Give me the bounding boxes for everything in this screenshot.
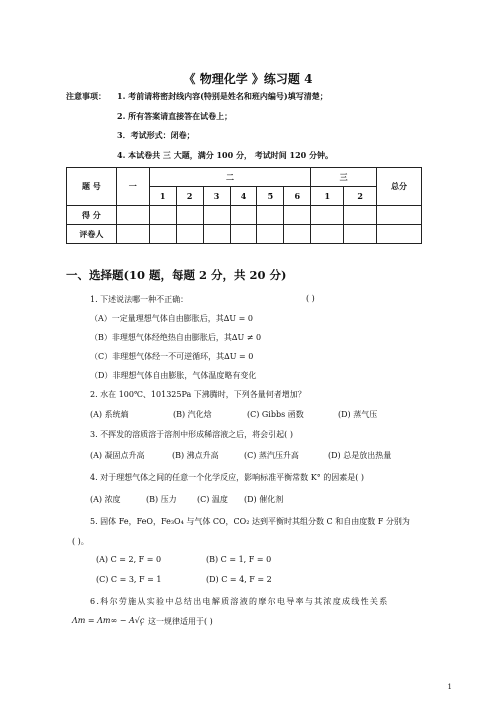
question-stem: 1. 下述说法哪一种不正确： (90, 295, 189, 304)
notice-item: 1. 考前请将密封线内容(特别是姓名和班内编号)填写清楚； (117, 91, 328, 101)
notice-item: 4. 本试卷共 三 大题，满分 100 分， 考试时间 120 分钟。 (117, 150, 334, 160)
option: (A) C = 2, F = 0 (96, 555, 162, 564)
option: (D) 催化剂 (244, 495, 284, 504)
section-one-cell: 一 (116, 168, 149, 206)
sub-cell: 1 (149, 187, 176, 206)
option: (D) 蒸气压 (338, 410, 378, 419)
notice-label: 注意事项： (66, 91, 106, 101)
page-number: 1 (447, 683, 452, 691)
option: (D) C = 4, F = 2 (206, 575, 272, 584)
option: （D）非理想气体自由膨胀，气体温度略有变化 (90, 371, 257, 380)
option: (D) 总是放出热量 (328, 451, 392, 460)
section-heading: 一、选择题(10 题，每题 2 分，共 20 分) (66, 268, 287, 282)
option: (B) 沸点升高 (172, 451, 219, 460)
option: (B) 压力 (146, 495, 177, 504)
score-table (66, 167, 422, 244)
option: (C) C = 3, F = 1 (96, 575, 162, 584)
option: （B）非理想气体经绝热自由膨胀后，其∆U ≠ 0 (90, 333, 262, 342)
option: (C) 蒸汽压升高 (244, 451, 299, 460)
score-row (67, 206, 422, 225)
question-stem: 2. 水在 100℃、101325Pa 下沸腾时，下列各量何者增加？ (90, 390, 306, 399)
question-stem: 6.科尔劳施从实验中总结出电解质溶液的摩尔电导率与其浓度成线性关系 (90, 597, 389, 606)
sub-cell: 2 (344, 187, 377, 206)
option: （A）一定量理想气体自由膨胀后，其∆U = 0 (90, 314, 253, 323)
sub-cell: 1 (311, 187, 344, 206)
section-three-cell: 三 (311, 168, 377, 187)
question-stem: 5. 固体 Fe，FeO，Fe₃O₄ 与气体 CO，CO₂ 达到平衡时其组分数 C 和自由度数 F 分别为 (90, 517, 410, 526)
section-two-cell: 二 (149, 168, 311, 187)
answer-paren: ( ) (306, 294, 315, 303)
sub-cell: 2 (176, 187, 203, 206)
total-cell: 总分 (377, 168, 422, 206)
option: (A) 浓度 (90, 495, 121, 504)
option: (A) 凝固点升高 (90, 451, 145, 460)
score-label-cell: 得 分 (67, 206, 117, 225)
notice-item: 3．考试形式：闭卷； (117, 130, 195, 140)
option: (B) 汽化焓 (173, 410, 212, 419)
page-title: 《 物理化学 》练习题 4 (183, 72, 313, 86)
question-stem: 3. 不挥发的溶质溶于溶剂中形成稀溶液之后，将会引起( ) (90, 430, 293, 439)
notice-item: 2. 所有答案请直接答在试卷上； (117, 111, 233, 121)
option: （C）非理想气体经一不可逆循环，其∆U = 0 (90, 352, 254, 361)
option: (A) 系统熵 (90, 410, 129, 419)
option: (C) Gibbs 函数 (247, 410, 304, 419)
grader-label-cell: 评卷人 (67, 225, 117, 244)
formula: Λm = Λm∞ − A√c (72, 616, 145, 625)
question-stem: 4. 对于理想气体之间的任意一个化学反应，影响标准平衡常数 K° 的因素是( ) (90, 473, 365, 482)
sub-cell: 4 (230, 187, 257, 206)
sub-cell: 3 (203, 187, 230, 206)
row-header-cell: 题 号 (67, 168, 117, 206)
grader-row (67, 225, 422, 244)
option: (C) 温度 (197, 495, 228, 504)
option: (B) C = 1, F = 0 (206, 555, 272, 564)
sub-cell: 5 (257, 187, 284, 206)
sub-cell: 6 (284, 187, 311, 206)
question-stem-cont: ( )。 (72, 537, 89, 546)
question-stem-cont: ，这一规律适用于( ) (140, 617, 213, 626)
